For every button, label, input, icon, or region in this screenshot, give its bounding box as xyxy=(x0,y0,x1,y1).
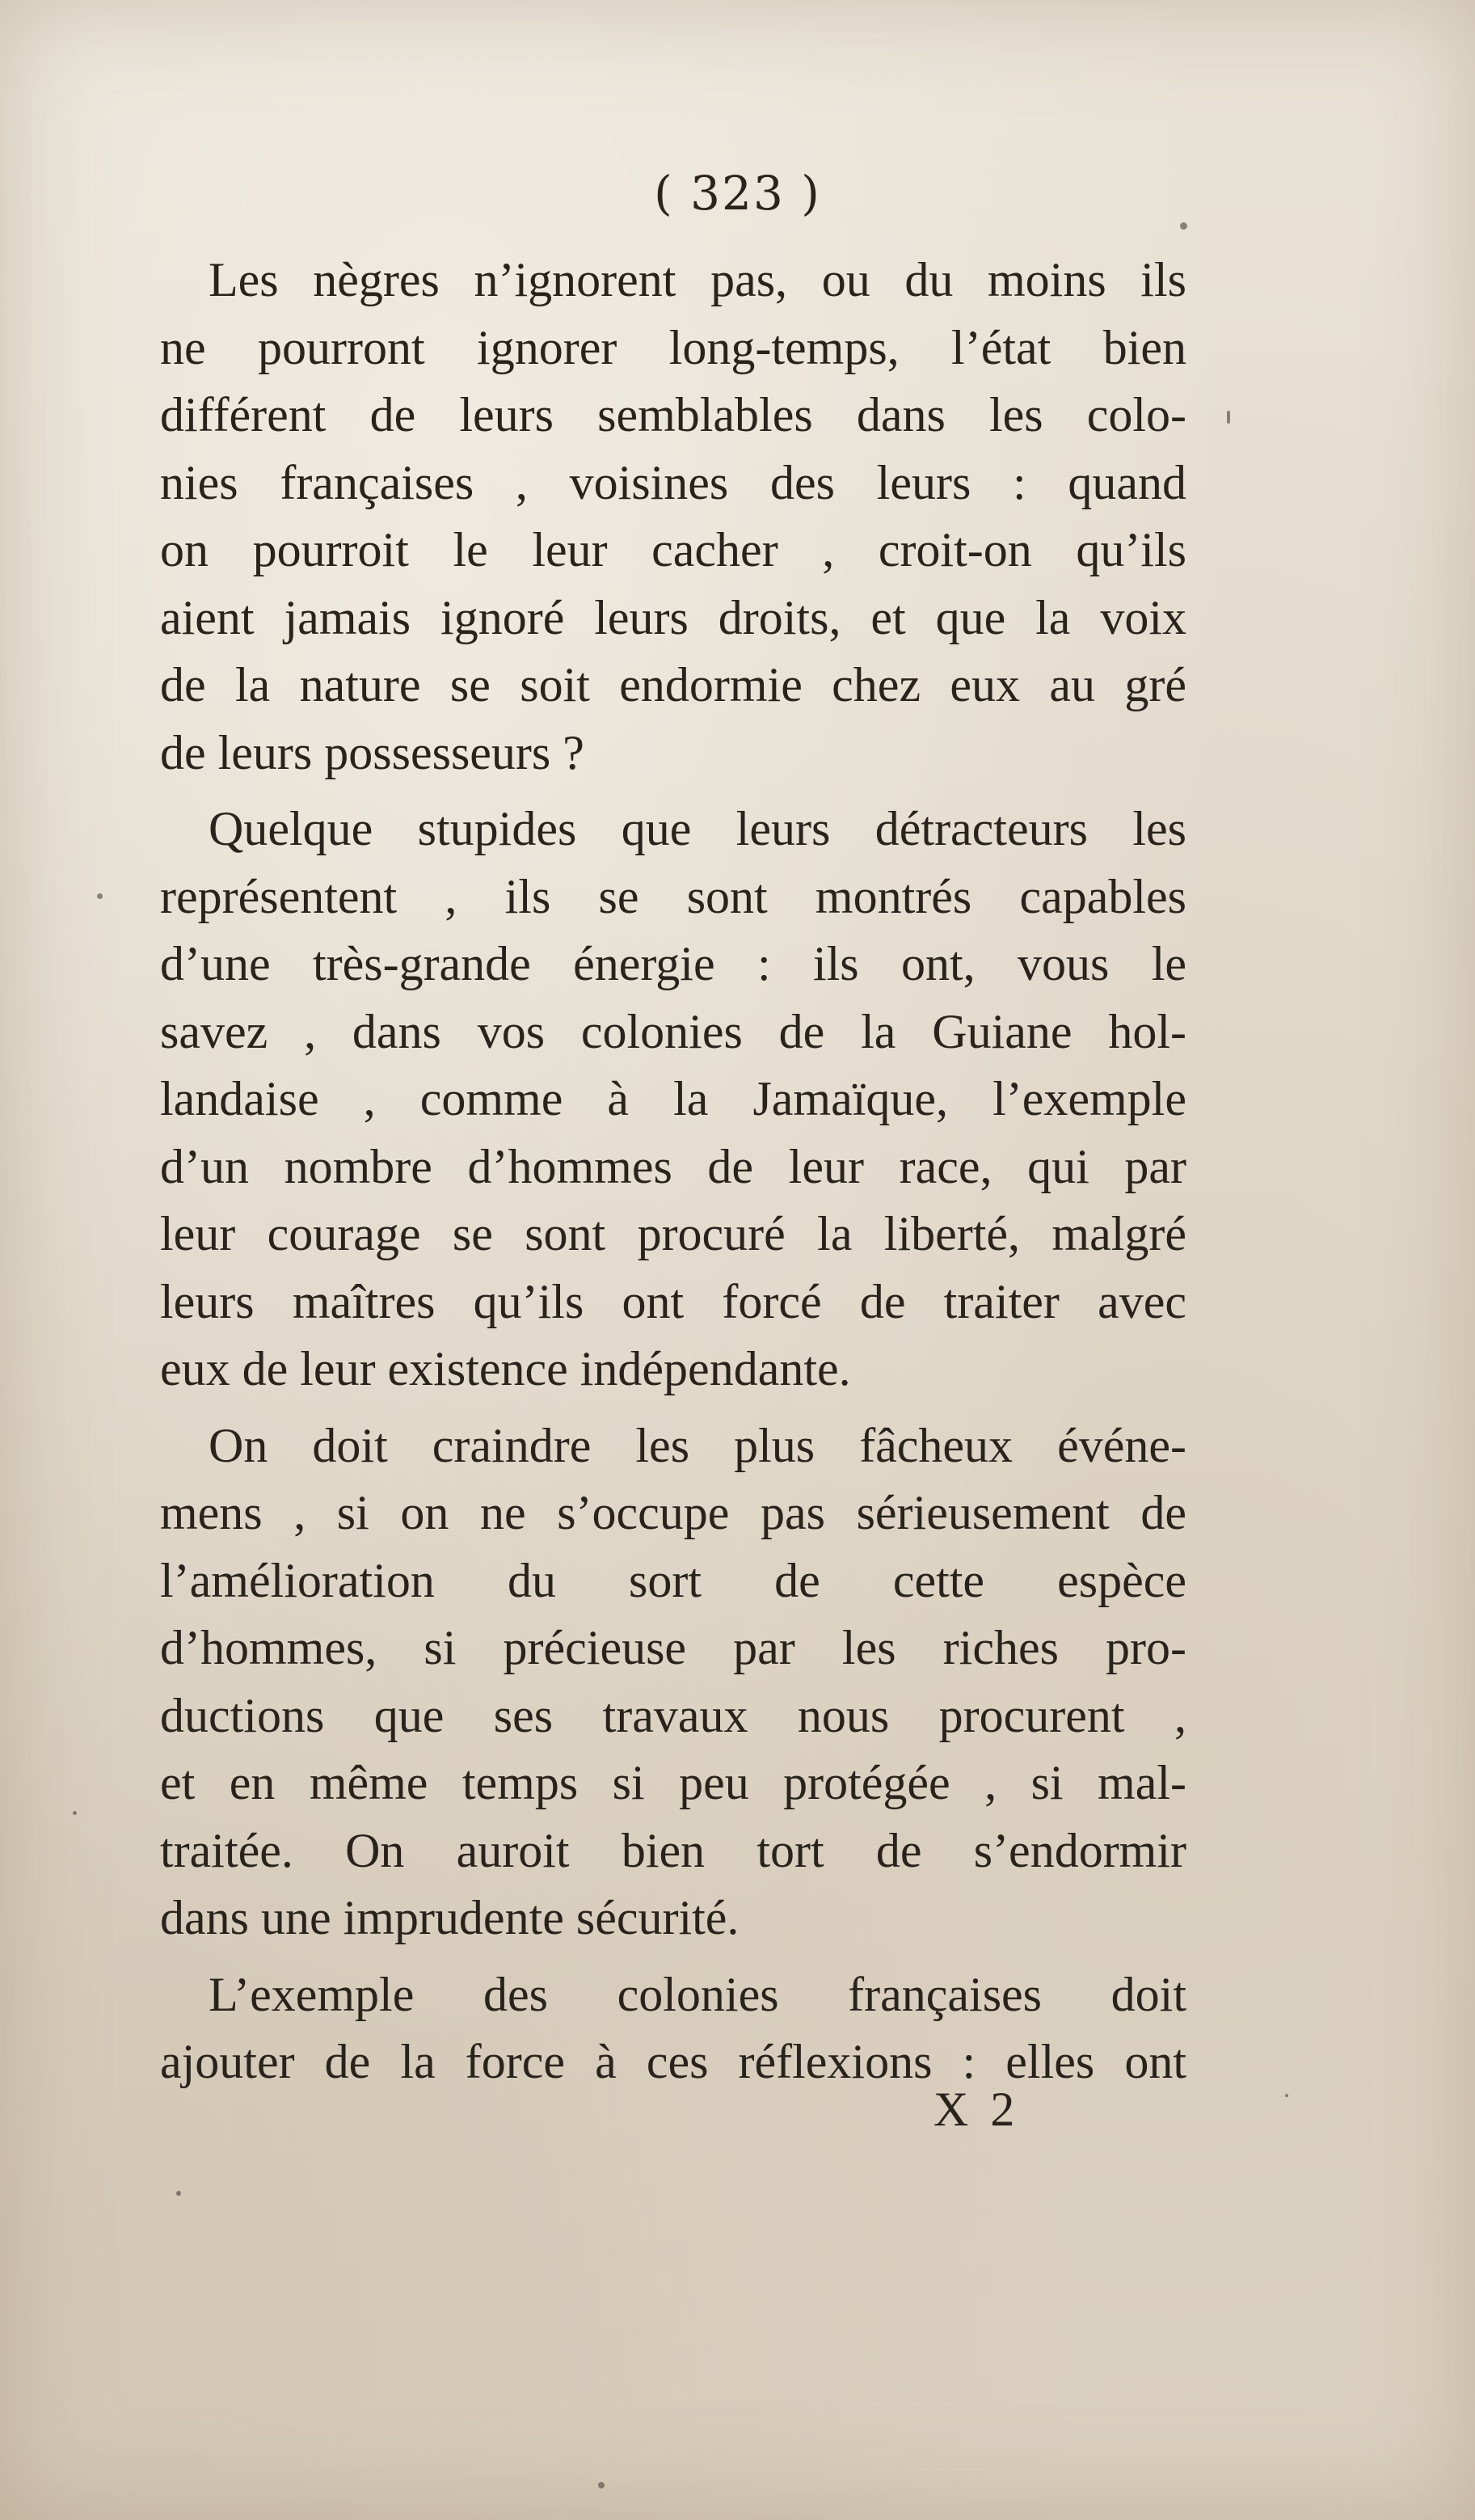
paragraph-4 xyxy=(160,1961,1186,2096)
text-line: on pourroit le leur cacher , croit-on qu’ils xyxy=(160,523,1186,576)
paragraph-2 xyxy=(160,796,1186,1404)
text-line: On doit craindre les plus fâcheux événe- xyxy=(209,1418,1186,1472)
text-line: Quelque stupides que leurs détracteurs les xyxy=(209,802,1186,855)
paper-speck xyxy=(1227,411,1230,424)
text-line: dans une imprudente sécurité. xyxy=(160,1891,740,1944)
paper-speck xyxy=(97,893,103,899)
text-line: nies françaises , voisines des leurs : quand xyxy=(160,455,1186,509)
text-line: ductions que ses travaux nous procurent , xyxy=(160,1688,1186,1742)
signature-mark: X 2 xyxy=(933,2083,1020,2136)
text-line: de leurs possesseurs ? xyxy=(160,725,584,779)
text-line: d’hommes, si précieuse par les riches pro- xyxy=(160,1621,1186,1674)
text-line: landaise , comme à la Jamaïque, l’exemple xyxy=(160,1072,1186,1125)
paper-speck xyxy=(598,2482,605,2488)
paper-speck xyxy=(176,2191,181,2196)
text-line: leurs maîtres qu’ils ont forcé de traiter avec xyxy=(160,1274,1186,1328)
paper-speck xyxy=(1285,2094,1288,2097)
text-line: différent de leurs semblables dans les colo- xyxy=(160,388,1186,441)
paper-speck xyxy=(73,1811,77,1815)
text-line: leur courage se sont procuré la liberté, malgré xyxy=(160,1207,1186,1260)
text-line: traitée. On auroit bien tort de s’endormir xyxy=(160,1823,1186,1877)
text-line: mens , si on ne s’occupe pas sérieusement de xyxy=(160,1486,1186,1539)
text-line: savez , dans vos colonies de la Guiane hol- xyxy=(160,1004,1186,1058)
text-line: d’un nombre d’hommes de leur race, qui par xyxy=(160,1139,1186,1193)
text-line: ne pourront ignorer long-temps, l’état bien xyxy=(160,320,1186,374)
text-line: l’amélioration du sort de cette espèce xyxy=(160,1553,1186,1607)
text-line: ajouter de la force à ces réflexions : elles ont xyxy=(160,2035,1186,2088)
paragraph-1 xyxy=(160,247,1186,787)
page-number: ( 323 ) xyxy=(654,166,821,221)
text-line: et en même temps si peu protégée , si mal- xyxy=(160,1756,1186,1809)
text-line: eux de leur existence indépendante. xyxy=(160,1342,851,1395)
text-line: d’une très-grande énergie : ils ont, vous le xyxy=(160,937,1186,990)
text-line: de la nature se soit endormie chez eux au gré xyxy=(160,658,1186,711)
text-line: L’exemple des colonies françaises doit xyxy=(209,1967,1186,2021)
text-line: aient jamais ignoré leurs droits, et que la voix xyxy=(160,590,1186,644)
body-text xyxy=(160,247,1186,2105)
text-line: Les nègres n’ignorent pas, ou du moins ils xyxy=(209,253,1186,306)
text-line: représentent , ils se sont montrés capables xyxy=(160,869,1186,923)
paragraph-3 xyxy=(160,1412,1186,1952)
paper-speck xyxy=(1180,222,1187,230)
